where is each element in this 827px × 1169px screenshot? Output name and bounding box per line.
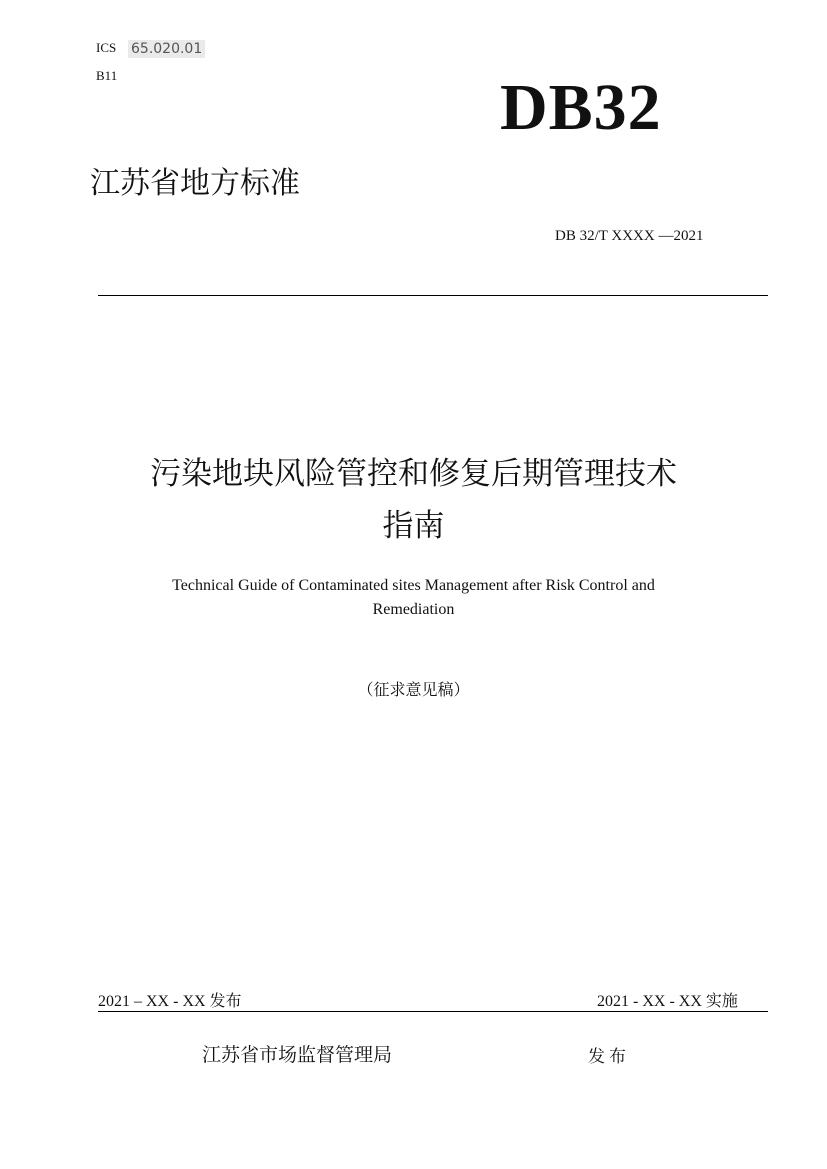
bottom-divider bbox=[98, 1011, 768, 1012]
issue-date: 2021 – XX - XX 发布 bbox=[98, 993, 242, 1010]
standard-number: DB 32/T XXXX —2021 bbox=[555, 228, 704, 244]
ccs-code: B11 bbox=[96, 68, 118, 83]
implementation-date: 2021 - XX - XX 实施 bbox=[597, 993, 738, 1010]
document-title bbox=[0, 448, 827, 552]
issue-word: 发布 bbox=[588, 1047, 630, 1067]
title-en-line1: Technical Guide of Contaminated sites Management after Risk Control and bbox=[172, 577, 655, 594]
ics-code: 65.020.01 bbox=[128, 40, 205, 58]
english-title bbox=[0, 574, 827, 622]
top-divider bbox=[98, 295, 768, 296]
title-zh-line1: 污染地块风险管控和修复后期管理技术 bbox=[150, 456, 677, 492]
title-en-line2: Remediation bbox=[372, 601, 455, 618]
ics-label: ICS bbox=[96, 40, 117, 55]
draft-status: （征求意见稿） bbox=[357, 680, 470, 699]
title-zh-line2: 指南 bbox=[382, 508, 445, 544]
issuer: 江苏省市场监督管理局 bbox=[202, 1044, 393, 1066]
db-logo: DB32 bbox=[500, 71, 662, 144]
standard-type: 江苏省地方标准 bbox=[90, 166, 300, 201]
